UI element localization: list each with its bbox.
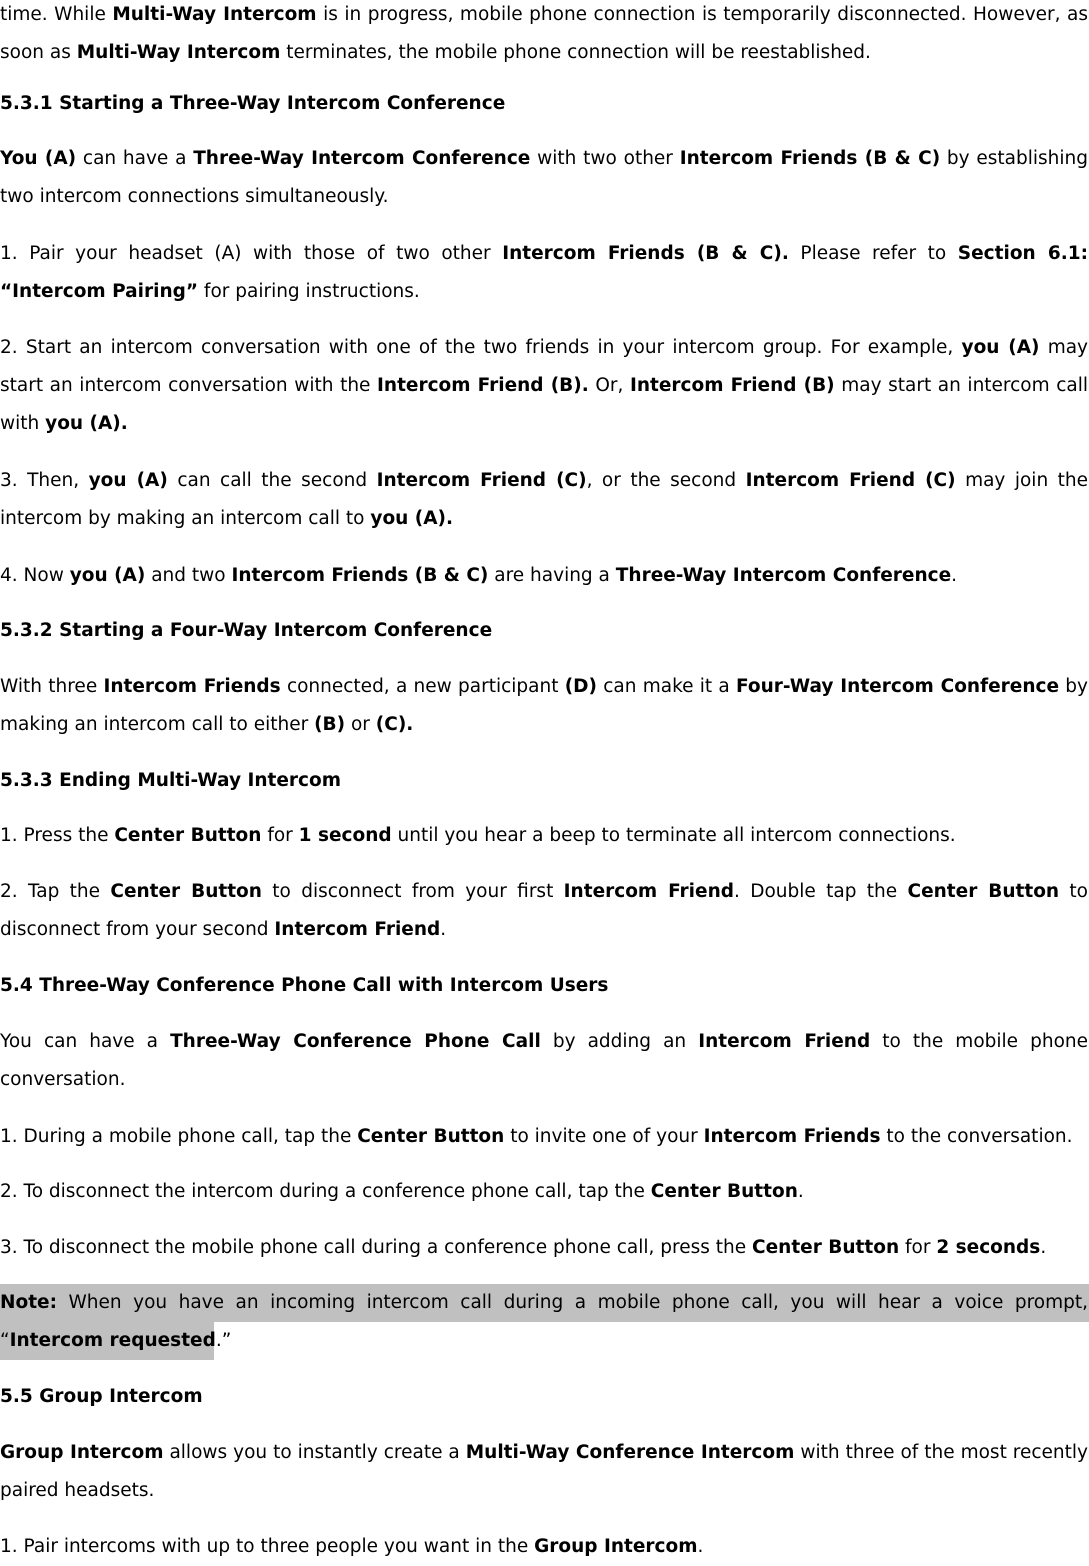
bold-text: Intercom Friend	[563, 881, 734, 902]
body-paragraph	[0, 140, 1089, 216]
text: may start an intercom conversation with the	[0, 337, 1088, 396]
body-paragraph	[0, 329, 1089, 443]
section-heading	[0, 85, 1089, 123]
text: 1. During a mobile phone call, tap the	[0, 1126, 358, 1147]
text: 3. Then,	[0, 470, 89, 491]
bold-text: you (A)	[961, 337, 1040, 358]
text: to disconnect from your second	[0, 881, 1088, 940]
bold-text: Group Intercom	[534, 1536, 698, 1557]
body-paragraph	[0, 0, 1089, 72]
text: 3. To disconnect the mobile phone call during a conference phone call, press the	[0, 1237, 753, 1258]
body-paragraph	[0, 1023, 1089, 1099]
text: by making an intercom call to either	[0, 676, 1088, 735]
section-heading	[0, 1378, 1089, 1416]
bold-text: Three-Way Conference Phone Call	[170, 1031, 541, 1052]
text: can have a	[76, 148, 194, 169]
text: 2. To disconnect the intercom during a conference phone call, tap the	[0, 1181, 651, 1202]
text: 1. Pair your headset (A) with those of two other	[0, 243, 503, 264]
bold-text: 2 seconds	[936, 1237, 1041, 1258]
text: to the mobile phone conversation.	[0, 1031, 1088, 1090]
text: is in progress, mobile phone connection is temporarily disconnected. However, as soon as	[0, 4, 1088, 63]
text: Please refer to	[788, 243, 958, 264]
text: 2. Tap the	[0, 881, 111, 902]
bold-text: Center Button	[907, 881, 1060, 902]
text: , or the second	[586, 470, 746, 491]
text: or	[345, 714, 376, 735]
text: may start an intercom call with	[0, 375, 1089, 434]
text: to the conversation.	[880, 1126, 1073, 1147]
section-heading	[0, 967, 1089, 1005]
bold-text: Intercom Friend (C)	[376, 470, 587, 491]
text: 4. Now	[0, 565, 70, 586]
bold-text: 5.4 Three-Way Conference Phone Call with Intercom Users	[0, 975, 609, 996]
bold-text: Intercom Friends (B & C).	[502, 243, 789, 264]
text: for	[261, 825, 299, 846]
text: .	[697, 1536, 704, 1557]
bold-text: Intercom Friend (B)	[629, 375, 835, 396]
text: 2. Start an intercom conversation with one of the two friends in your intercom group. For example,	[0, 337, 962, 358]
body-paragraph	[0, 235, 1089, 311]
text: You can have a	[0, 1031, 171, 1052]
text: and two	[145, 565, 232, 586]
body-paragraph	[0, 462, 1089, 538]
bold-text: Center Button	[752, 1237, 900, 1258]
text: When you have an incoming intercom call during a mobile phone call, you will hear a voice prompt, “	[0, 1292, 1088, 1351]
body-paragraph	[0, 1173, 1089, 1211]
bold-text: Center Button	[110, 881, 262, 902]
bold-text: Group Intercom	[0, 1442, 164, 1463]
text: . Double tap the	[733, 881, 908, 902]
text: by establishing two intercom connections simultaneously.	[0, 148, 1088, 207]
text: to disconnect from your first	[261, 881, 564, 902]
bold-text: 5.3.2 Starting a Four-Way Intercom Conference	[0, 620, 493, 641]
body-paragraph	[0, 557, 1089, 595]
bold-text: (C).	[375, 714, 414, 735]
bold-text: 5.3.1 Starting a Three-Way Intercom Conference	[0, 93, 506, 114]
body-paragraph	[0, 873, 1089, 949]
bold-text: Multi-Way Intercom	[76, 42, 281, 63]
bold-text: you (A).	[45, 413, 128, 434]
text: allows you to instantly create a	[163, 1442, 466, 1463]
text: terminates, the mobile phone connection will be reestablished.	[280, 42, 871, 63]
text: with three of the most recently paired headsets.	[0, 1442, 1088, 1501]
bold-text: Center Button	[114, 825, 262, 846]
bold-text: Intercom Friends	[703, 1126, 881, 1147]
bold-text: Multi-Way Conference Intercom	[465, 1442, 795, 1463]
note-paragraph	[0, 1284, 1089, 1360]
text: can make it a	[597, 676, 737, 697]
bold-text: Intercom Friend	[274, 919, 441, 940]
bold-text: Intercom Friends	[103, 676, 281, 697]
text: 1. Pair intercoms with up to three people you want in the	[0, 1536, 535, 1557]
text: Or,	[588, 375, 630, 396]
bold-text: you (A)	[88, 470, 168, 491]
text: .	[1040, 1237, 1047, 1258]
body-paragraph	[0, 1528, 1089, 1566]
text: may join the intercom by making an intercom call to	[0, 470, 1089, 529]
bold-text: 5.3.3 Ending Multi-Way Intercom	[0, 770, 341, 791]
bold-text: 5.5 Group Intercom	[0, 1386, 203, 1407]
text: are having a	[488, 565, 616, 586]
section-heading	[0, 762, 1089, 800]
bold-text: Section 6.1: “Intercom Pairing”	[0, 243, 1088, 302]
bold-text: (D)	[564, 676, 597, 697]
body-paragraph	[0, 668, 1089, 744]
bold-text: Four-Way Intercom Conference	[736, 676, 1060, 697]
bold-text: Center Button	[357, 1126, 505, 1147]
text: for pairing instructions.	[198, 281, 420, 302]
body-paragraph	[0, 1434, 1089, 1510]
bold-text: (B)	[314, 714, 346, 735]
text: can call the second	[167, 470, 377, 491]
bold-text: Intercom Friend	[698, 1031, 871, 1052]
text: time. While	[0, 4, 113, 25]
bold-text: Intercom Friend (B).	[377, 375, 589, 396]
bold-text: Intercom Friends (B & C)	[679, 148, 941, 169]
text: to invite one of your	[504, 1126, 704, 1147]
bold-text: Multi-Way Intercom	[112, 4, 317, 25]
bold-text: Center Button	[650, 1181, 798, 1202]
bold-text: Intercom Friends (B & C)	[231, 565, 489, 586]
text: .	[797, 1181, 804, 1202]
bold-text: Three-Way Intercom Conference	[615, 565, 952, 586]
text: connected, a new participant	[280, 676, 565, 697]
text: with two other	[530, 148, 680, 169]
body-paragraph	[0, 1229, 1089, 1267]
body-paragraph	[0, 1118, 1089, 1156]
text: With three	[0, 676, 104, 697]
bold-text: you (A).	[370, 508, 454, 529]
text: .	[951, 565, 958, 586]
bold-text: Note:	[0, 1292, 57, 1313]
bold-text: 1 second	[298, 825, 392, 846]
text: for	[899, 1237, 937, 1258]
text: 1. Press the	[0, 825, 115, 846]
bold-text: Intercom Friend (C)	[745, 470, 956, 491]
text: until you hear a beep to terminate all intercom connections.	[391, 825, 956, 846]
bold-text: Three-Way Intercom Conference	[193, 148, 531, 169]
text: by adding an	[540, 1031, 699, 1052]
bold-text: You (A)	[0, 148, 77, 169]
text: .”	[215, 1330, 232, 1351]
section-heading	[0, 612, 1089, 650]
text: .	[440, 919, 447, 940]
bold-text: Intercom requested	[9, 1330, 216, 1351]
body-paragraph	[0, 817, 1089, 855]
bold-text: you (A)	[69, 565, 146, 586]
